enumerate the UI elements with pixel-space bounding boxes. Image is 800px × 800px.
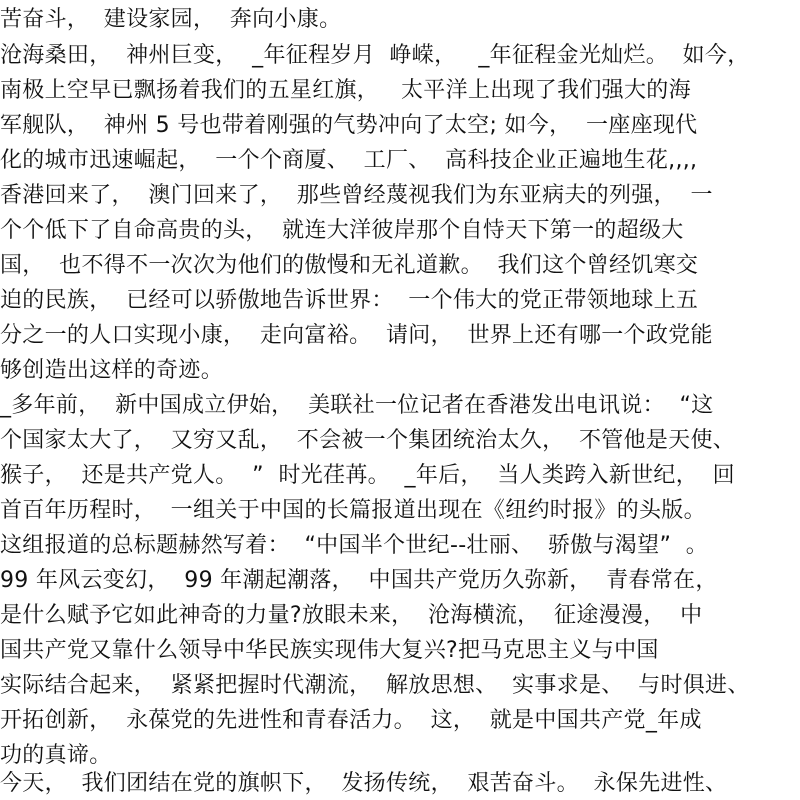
text-line: 化的城市迅速崛起， 一个个商厦、 工厂、 高科技企业正遍地生花,,,, bbox=[0, 148, 698, 173]
text-line: 苦奋斗， 建设家园， 奔向小康。 bbox=[0, 7, 342, 32]
text-line: 个国家太大了， 又穷又乱， 不会被一个集团统治太久， 不管他是天使、 bbox=[0, 428, 736, 453]
text-line: 99 年风云变幻， 99 年潮起潮落， 中国共产党历久弥新， 青春常在， bbox=[0, 568, 718, 593]
text-line: _多年前， 新中国成立伊始， 美联社一位记者在香港发出电讯说： “这 bbox=[0, 393, 714, 418]
text-line: 是什么赋予它如此神奇的力量?放眼未来， 沧海横流， 征途漫漫， 中 bbox=[0, 603, 703, 628]
text-line: 国共产党又靠什么领导中华民族实现伟大复兴?把马克思主义与中国 bbox=[0, 638, 659, 663]
text-line: 开拓创新， 永葆党的先进性和青春活力。 这， 就是中国共产党_年成 bbox=[0, 708, 702, 733]
text-line: 这组报道的总标题赫然写着： “中国半个世纪--壮丽、 骄傲与渴望” 。 bbox=[0, 533, 709, 558]
text-line: 猴子， 还是共产党人。 ” 时光荏苒。 _年后， 当人类跨入新世纪， 回 bbox=[0, 463, 735, 488]
text-line: 实际结合起来， 紧紧把握时代潮流， 解放思想、 实事求是、 与时俱进、 bbox=[0, 673, 750, 698]
text-line: 沧海桑田， 神州巨变， _年征程岁月 峥嵘， _年征程金光灿烂。 如今， bbox=[0, 43, 750, 68]
text-line: 功的真谛。 bbox=[0, 743, 112, 768]
text-line: 今天， 我们团结在党的旗帜下， 发扬传统， 艰苦奋斗。 永保先进性、 bbox=[0, 771, 728, 796]
text-line: 南极上空早已飘扬着我们的五星红旗， 太平洋上出现了我们强大的海 bbox=[0, 78, 691, 103]
text-line: 迫的民族， 已经可以骄傲地告诉世界： 一个伟大的党正带领地球上五 bbox=[0, 288, 699, 313]
text-line: 够创造出这样的奇迹。 bbox=[0, 358, 224, 383]
text-line: 分之一的人口实现小康， 走向富裕。 请问， 世界上还有哪一个政党能 bbox=[0, 323, 713, 348]
text-line: 军舰队， 神州 5 号也带着刚强的气势冲向了太空; 如今， 一座座现代 bbox=[0, 113, 698, 138]
text-line: 香港回来了， 澳门回来了， 那些曾经蔑视我们为东亚病夫的列强， 一 bbox=[0, 183, 713, 208]
text-line: 首百年历程时， 一组关于中国的长篇报道出现在《纽约时报》的头版。 bbox=[0, 498, 706, 523]
text-line: 个个低下了自命高贵的头， 就连大洋彼岸那个自恃天下第一的超级大 bbox=[0, 218, 684, 243]
text-line: 国， 也不得不一次次为他们的傲慢和无礼道歉。 我们这个曾经饥寒交 bbox=[0, 253, 699, 278]
